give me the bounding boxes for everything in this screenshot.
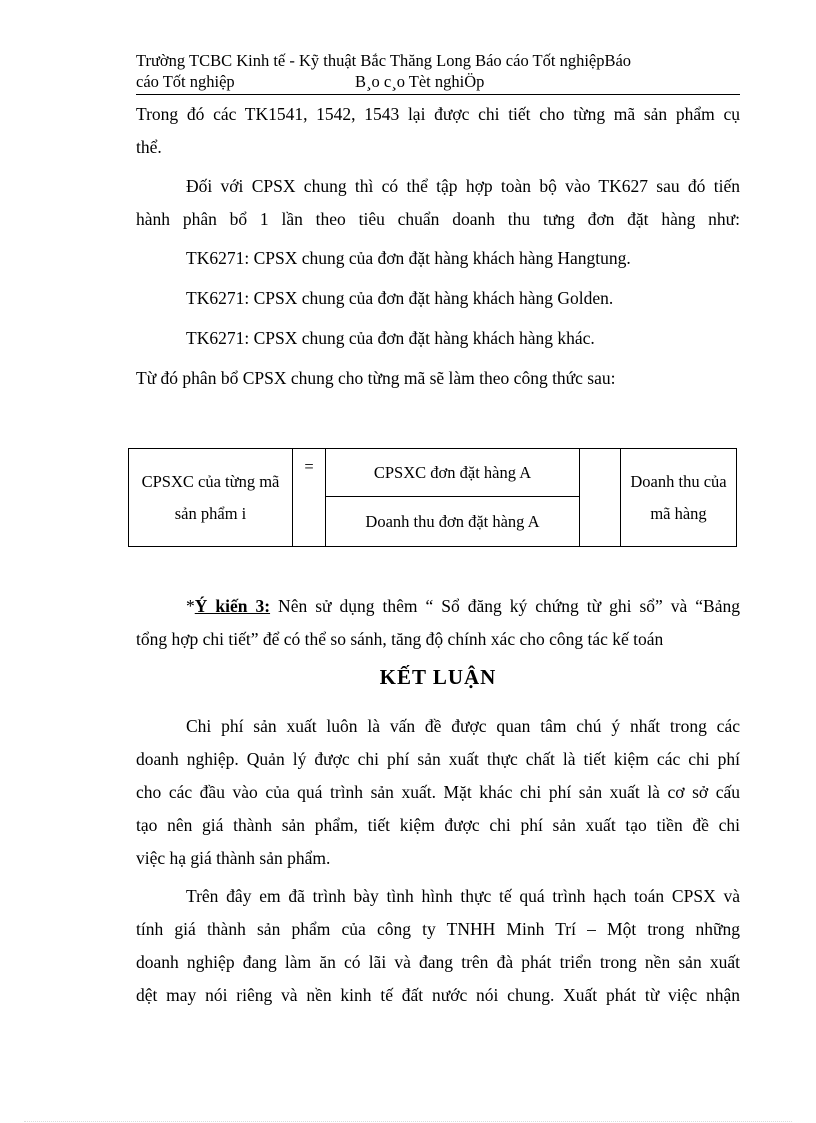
paragraph-2-line-1: Đối với CPSX chung thì có thể tập hợp toàn bộ vào TK627 sau đó tiến [186,176,740,196]
formula-denominator-cell: Doanh thu đơn đặt hàng A [326,497,580,547]
formula-equals-cell: = [293,449,326,547]
formula-numerator-cell: CPSXC đơn đặt hàng A [326,449,580,497]
conclusion-para-1-line-2: doanh nghiệp. Quản lý được chi phí sản xuất thực chất là tiết kiệm các chi phí [136,749,740,769]
opinion-text: Nên sử dụng thêm “ Sổ đăng ký chứng từ ghi sổ” và “Bảng [270,596,740,616]
account-line-3: TK6271: CPSX chung của đơn đặt hàng khách hàng khác. [186,328,595,348]
account-line-2: TK6271: CPSX chung của đơn đặt hàng khách hàng Golden. [186,288,614,308]
conclusion-para-2-line-1: Trên đây em đã trình bày tình hình thực tế quá trình hạch toán CPSX và [186,886,740,906]
conclusion-para-2-line-2: tính giá thành sản phẩm của công ty TNHH Minh Trí – Một trong những [136,919,740,939]
page-bottom-divider [24,1121,792,1122]
account-line-1: TK6271: CPSX chung của đơn đặt hàng khách hàng Hangtung. [186,248,631,268]
conclusion-para-1-line-1: Chi phí sản xuất luôn là vấn đề được quan tâm chú ý nhất trong các [186,716,740,736]
header-line-2-left: cáo Tốt nghiệp [136,72,235,91]
header-line-1: Trường TCBC Kinh tế - Kỹ thuật Bắc Thăng Long Báo cáo Tốt nghiệpBáo [136,51,632,70]
formula-blank-cell [580,449,621,547]
page-header [136,50,740,92]
paragraph-2-line-2: hành phân bổ 1 lần theo tiêu chuẩn doanh thu tưng đơn đặt hàng như: [136,209,740,229]
conclusion-para-2-line-3: doanh nghiệp đang làm ăn có lãi và đang trên đà phát triển trong nền sản xuất [136,952,740,972]
conclusion-para-1-line-5: việc hạ giá thành sản phẩm. [136,848,331,868]
opinion-line-2: tổng hợp chi tiết” để có thể so sánh, tăng độ chính xác cho công tác kế toán [136,629,664,649]
paragraph-1-line-1: Trong đó các TK1541, 1542, 1543 lại được chi tiết cho từng mã sản phẩm cụ [136,104,740,124]
formula-right-cell: Doanh thu của mã hàng [621,449,737,547]
paragraph-1-line-2: thể. [136,137,162,157]
paragraph-3: Từ đó phân bổ CPSX chung cho từng mã sẽ làm theo công thức sau: [136,368,616,388]
opinion-line-1 [186,590,740,623]
opinion-label: Ý kiến 3: [194,596,271,616]
conclusion-para-2-line-4: dệt may nói riêng và nền kinh tế đất nước nói chung. Xuất phát từ việc nhận [136,985,740,1005]
conclusion-title: KẾT LUẬN [379,665,497,689]
formula-left-cell: CPSXC của từng mã sản phẩm i [129,449,293,547]
conclusion-para-1-line-4: tạo nên giá thành sản phẩm, tiết kiệm được chi phí sản xuất tạo tiền đề chi [136,815,740,835]
header-rule [136,94,740,95]
allocation-formula-table [128,448,737,547]
conclusion-para-1-line-3: cho các đầu vào của quá trình sản xuất. Mặt khác chi phí sản xuất là cơ sở cấu [136,782,740,802]
header-line-2 [136,71,740,92]
header-line-2-garbled: B¸o c¸o Tèt nghiÖp [355,72,485,91]
opinion-star: * [186,596,195,616]
